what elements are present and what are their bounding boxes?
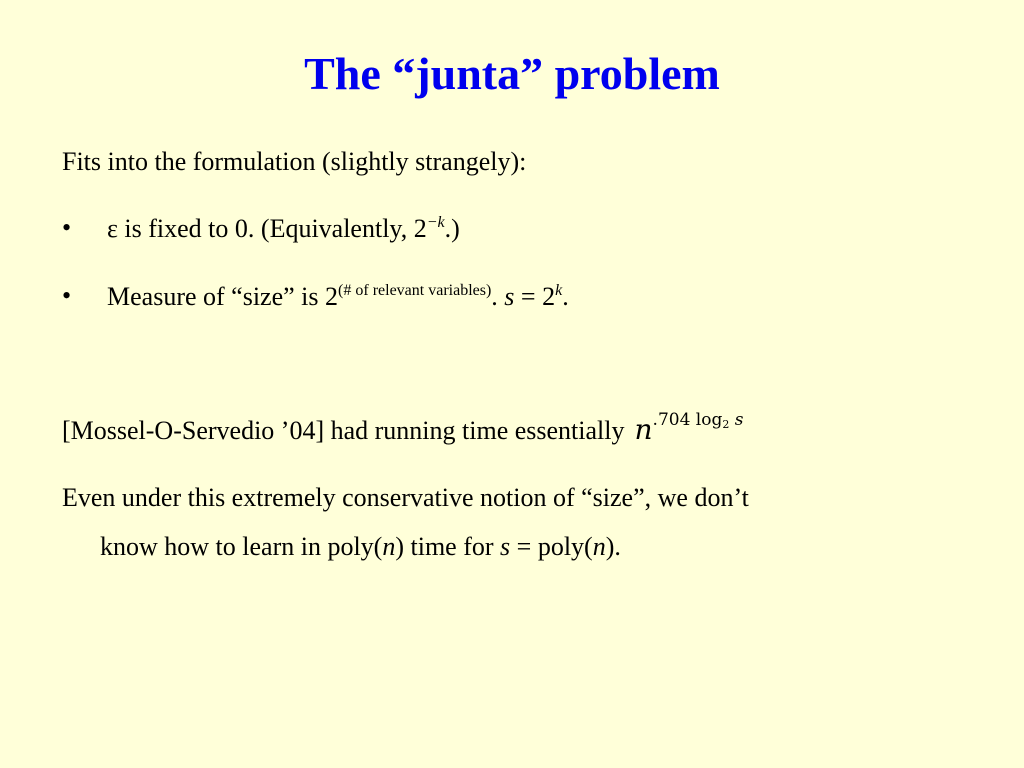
bullet-size-mid: .: [491, 282, 505, 311]
reference-text: [Mossel-O-Servedio ’04] had running time essentially: [62, 416, 625, 445]
bullet-size-s-var: s: [504, 282, 515, 311]
bullet-marker: •: [62, 281, 72, 310]
bullet-size: [107, 281, 569, 313]
bullet-size-eq: = 2: [514, 282, 556, 311]
paragraph-line-2: know how to learn in poly(n) time for s = poly(n).: [100, 532, 621, 561]
formula-exponent: .704 log2 s: [652, 410, 744, 431]
reference-line: [62, 410, 744, 447]
formula-base: n: [634, 413, 653, 446]
bullet-size-text: Measure of “size” is 2: [107, 282, 339, 311]
bullet-size-end: .: [562, 282, 569, 311]
slide-title: The “junta” problem: [304, 48, 720, 99]
bullet-size-exponent: (# of relevant variables): [338, 282, 492, 299]
bullet-epsilon: [107, 213, 460, 245]
bullet-size-k: k: [555, 282, 563, 299]
bullet-marker: •: [62, 213, 72, 242]
intro-text: Fits into the formulation (slightly strangely):: [62, 147, 527, 176]
bullet-epsilon-exponent: −k: [426, 214, 445, 231]
paragraph-line-1: Even under this extremely conservative notion of “size”, we don’t: [62, 483, 749, 512]
bullet-epsilon-tail: .): [444, 214, 460, 243]
bullet-epsilon-text: ε is fixed to 0. (Equivalently, 2: [107, 214, 427, 243]
